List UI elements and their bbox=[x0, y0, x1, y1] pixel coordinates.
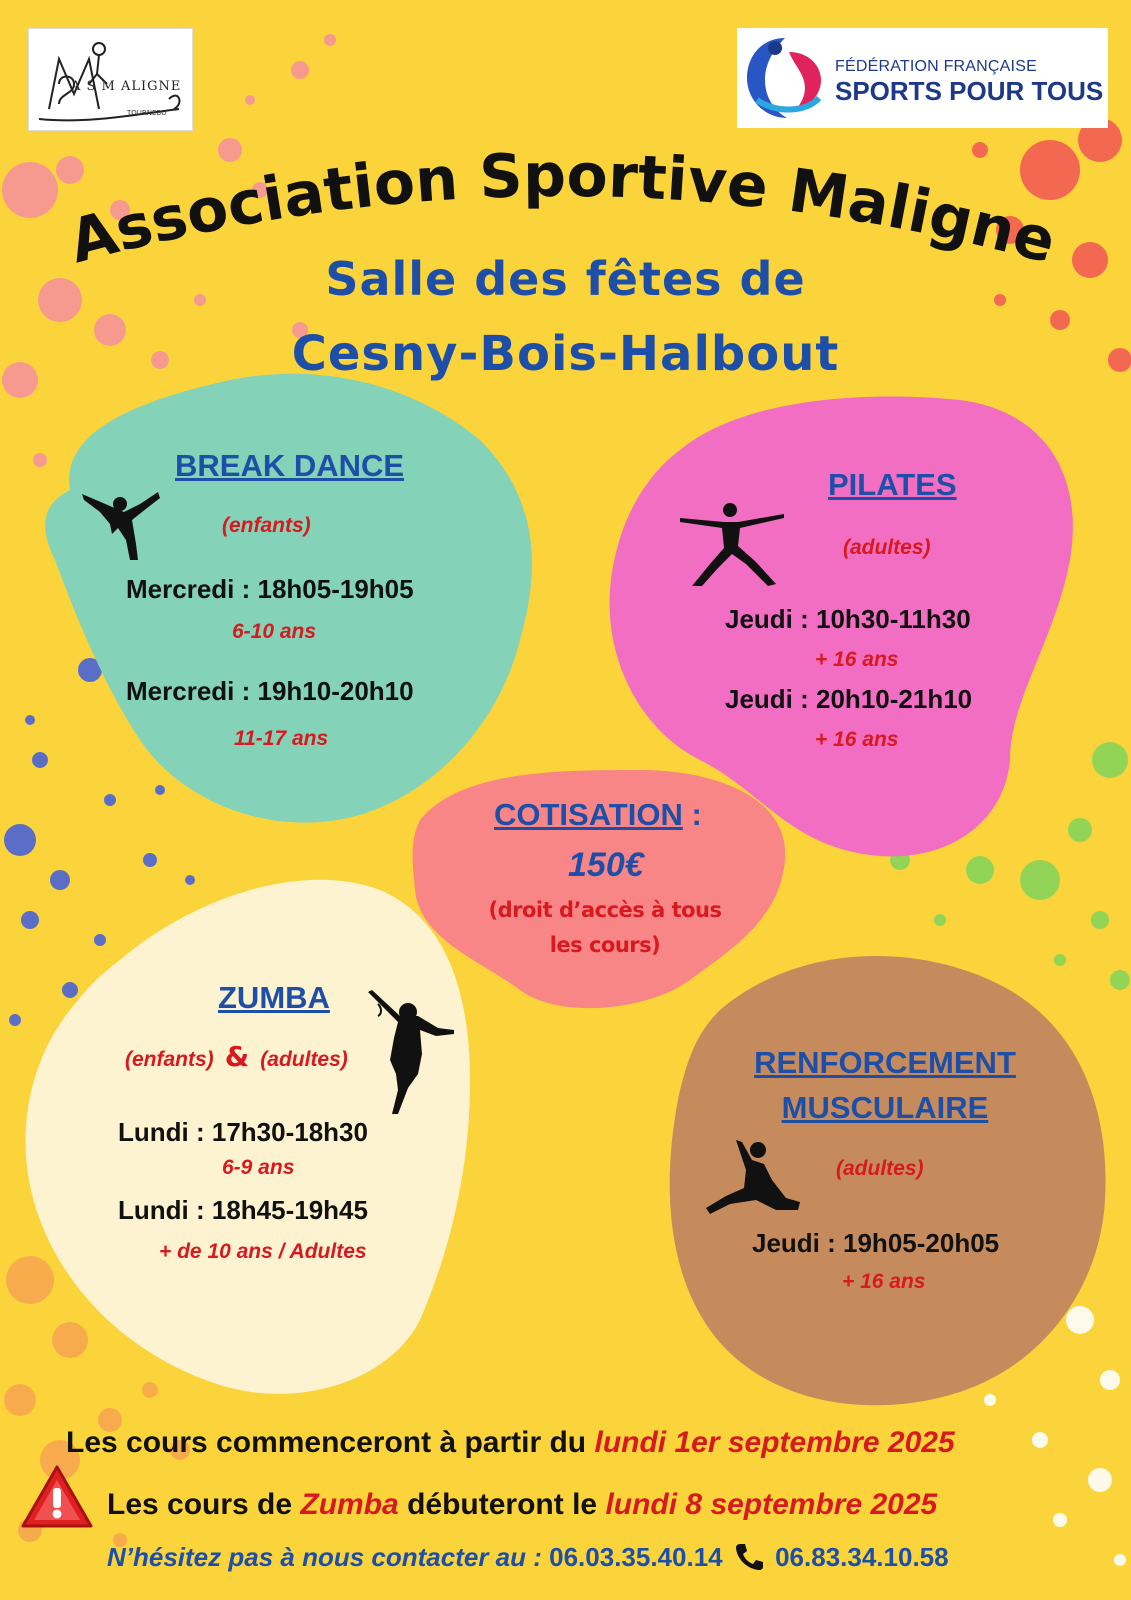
renforcement-slot-1: Jeudi : 19h05-20h05 bbox=[752, 1228, 1000, 1258]
club-logo bbox=[28, 28, 193, 131]
pilates-age-1: + 16 ans bbox=[815, 648, 899, 671]
break-dance-slot-2: Mercredi : 19h10-20h10 bbox=[126, 676, 414, 706]
pilates-audience: (adultes) bbox=[843, 536, 931, 559]
renforcement-age-1: + 16 ans bbox=[842, 1270, 926, 1293]
venue-line-2: Cesny-Bois-Halbout bbox=[291, 326, 840, 382]
cotisation-note-line1: (droit d’accès à tous bbox=[488, 898, 722, 922]
renforcement-heading-line1: RENFORCEMENT bbox=[754, 1045, 1016, 1080]
break-dance-slot-1: Mercredi : 18h05-19h05 bbox=[126, 574, 414, 604]
cotisation-note-line2: les cours) bbox=[549, 933, 661, 957]
club-logo-subtext: TOURNEBU bbox=[127, 109, 167, 117]
zumba-audience-adults: (adultes) bbox=[260, 1048, 348, 1071]
zumba-start-notice bbox=[107, 1488, 937, 1522]
stretching-silhouette-icon bbox=[706, 1140, 802, 1216]
cotisation-colon: : bbox=[682, 797, 702, 832]
warning-triangle-icon bbox=[20, 1464, 94, 1530]
renforcement-heading-line2: MUSCULAIRE bbox=[781, 1090, 989, 1125]
zumba-notice-date: lundi 8 septembre 2025 bbox=[605, 1488, 938, 1521]
zumba-audience-children: (enfants) bbox=[125, 1048, 214, 1071]
zumba-heading: ZUMBA bbox=[218, 980, 330, 1015]
contact-line bbox=[107, 1542, 949, 1573]
zumba-ampersand: & bbox=[224, 1040, 250, 1073]
federation-name-line2: SPORTS POUR TOUS bbox=[835, 76, 1104, 106]
phone-number-2[interactable]: 06.83.34.10.58 bbox=[775, 1542, 949, 1572]
break-dance-heading: BREAK DANCE bbox=[175, 448, 405, 483]
cotisation-title bbox=[494, 797, 702, 833]
break-dance-audience: (enfants) bbox=[222, 514, 311, 537]
pilates-slot-1: Jeudi : 10h30-11h30 bbox=[725, 604, 971, 634]
zumba-slot-2: Lundi : 18h45-19h45 bbox=[118, 1195, 368, 1225]
start-notice bbox=[66, 1426, 955, 1460]
break-dance-age-2: 11-17 ans bbox=[234, 727, 329, 750]
zumba-notice-word: Zumba bbox=[300, 1488, 399, 1521]
federation-name-line1: FÉDÉRATION FRANÇAISE bbox=[835, 58, 1037, 75]
club-logo-text: A S M ALIGNE bbox=[71, 79, 182, 94]
start-notice-prefix: Les cours commenceront à partir du bbox=[66, 1426, 595, 1459]
contact-text: N’hésitez pas à nous contacter au : bbox=[107, 1542, 550, 1572]
zumba-slot-1: Lundi : 17h30-18h30 bbox=[118, 1117, 368, 1147]
venue-line-1: Salle des fêtes de bbox=[325, 252, 806, 306]
cotisation-label: COTISATION bbox=[494, 797, 683, 832]
pilates-heading: PILATES bbox=[828, 467, 957, 502]
zumba-notice-prefix: Les cours de bbox=[107, 1488, 301, 1521]
zumba-audience bbox=[125, 1040, 348, 1073]
phone-icon bbox=[734, 1542, 764, 1570]
main-title-text: Association Sportive Maligne bbox=[62, 140, 1063, 278]
zumba-age-2: + de 10 ans / Adultes bbox=[159, 1240, 367, 1263]
dancer-silhouette-icon bbox=[368, 990, 458, 1118]
yoga-warrior-silhouette-icon bbox=[680, 500, 784, 590]
zumba-age-1: 6-9 ans bbox=[222, 1156, 295, 1179]
zumba-notice-middle: débuteront le bbox=[398, 1488, 606, 1521]
break-dance-age-1: 6-10 ans bbox=[232, 620, 317, 643]
pilates-age-2: + 16 ans bbox=[815, 728, 899, 751]
start-notice-date: lundi 1er septembre 2025 bbox=[594, 1426, 955, 1459]
phone-number-1[interactable]: 06.03.35.40.14 bbox=[549, 1542, 723, 1572]
federation-logo bbox=[737, 28, 1108, 128]
breakdancer-silhouette-icon bbox=[80, 484, 162, 562]
cotisation-price: 150€ bbox=[568, 846, 644, 884]
federation-emblem-icon bbox=[737, 28, 832, 128]
renforcement-audience: (adultes) bbox=[836, 1157, 924, 1180]
pilates-slot-2: Jeudi : 20h10-21h10 bbox=[725, 684, 973, 714]
